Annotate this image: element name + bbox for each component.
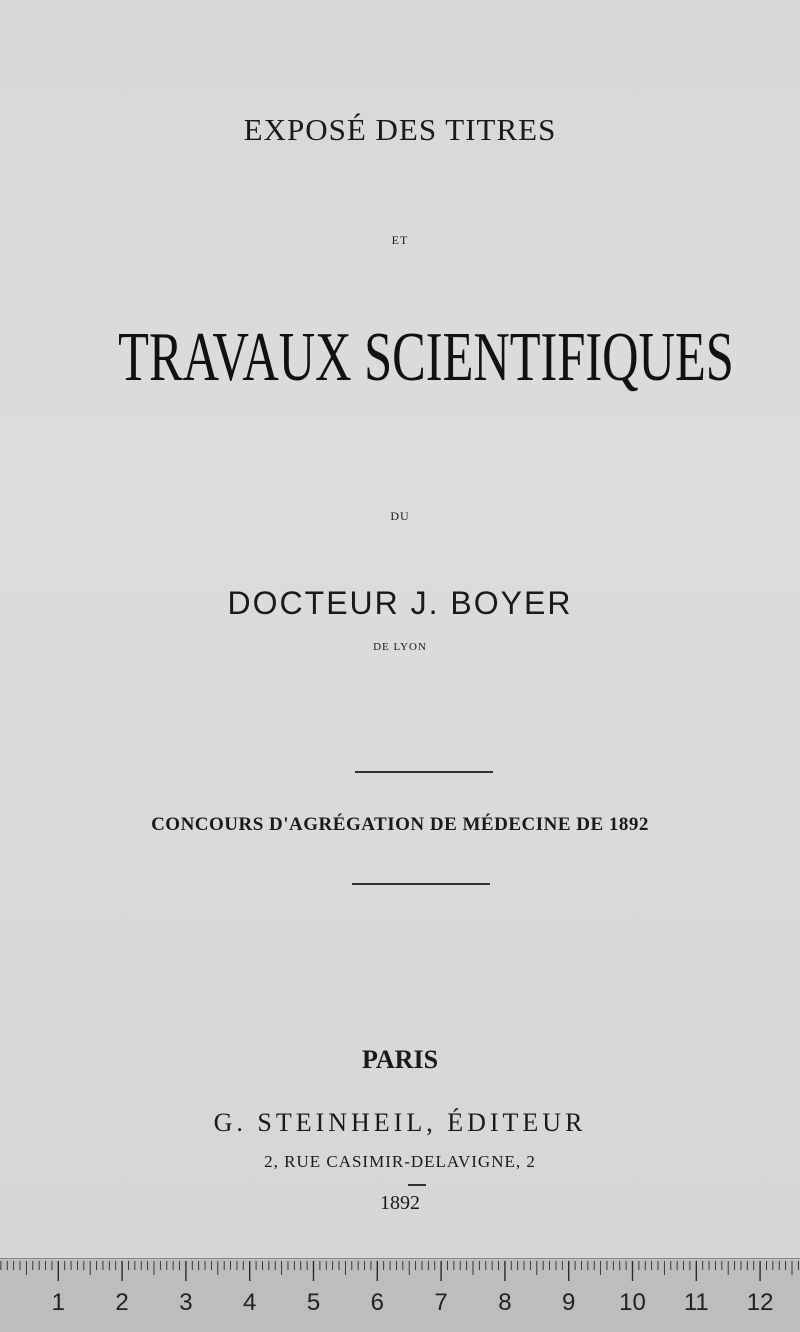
ruler-label: 6 [370, 1289, 384, 1316]
author-name: DOCTEUR J. BOYER [227, 585, 573, 621]
ruler-label: 10 [619, 1289, 646, 1316]
divider-bottom [352, 883, 490, 885]
ruler-label: 8 [498, 1289, 512, 1316]
ruler-label: 11 [683, 1289, 709, 1316]
year-dash [408, 1184, 426, 1186]
contest-line: CONCOURS D'AGRÉGATION DE MÉDECINE DE 1892 [151, 814, 649, 835]
ruler-label: 4 [243, 1289, 257, 1316]
ruler-label: 1 [51, 1289, 65, 1316]
city: PARIS [361, 1045, 439, 1074]
preposition-du: DU [390, 509, 410, 523]
main-title: TRAVAUX SCIENTIFIQUES [118, 319, 734, 396]
ruler-label: 12 [746, 1289, 774, 1316]
heading-expose: EXPOSÉ DES TITRES [243, 112, 557, 147]
publication-year: 1892 [380, 1192, 420, 1214]
ruler-label: 3 [179, 1289, 193, 1316]
ruler-label: 5 [306, 1289, 321, 1316]
divider-top [355, 771, 493, 773]
ruler-label: 2 [115, 1289, 129, 1316]
ruler-label: 9 [562, 1289, 576, 1316]
measuring-ruler [0, 1258, 800, 1332]
ruler-label: 7 [434, 1289, 448, 1316]
author-origin: DE LYON [373, 641, 427, 653]
conjunction-et: ET [391, 233, 409, 247]
publisher-address: 2, RUE CASIMIR-DELAVIGNE, 2 [264, 1152, 536, 1171]
publisher: G. STEINHEIL, ÉDITEUR [213, 1108, 587, 1137]
